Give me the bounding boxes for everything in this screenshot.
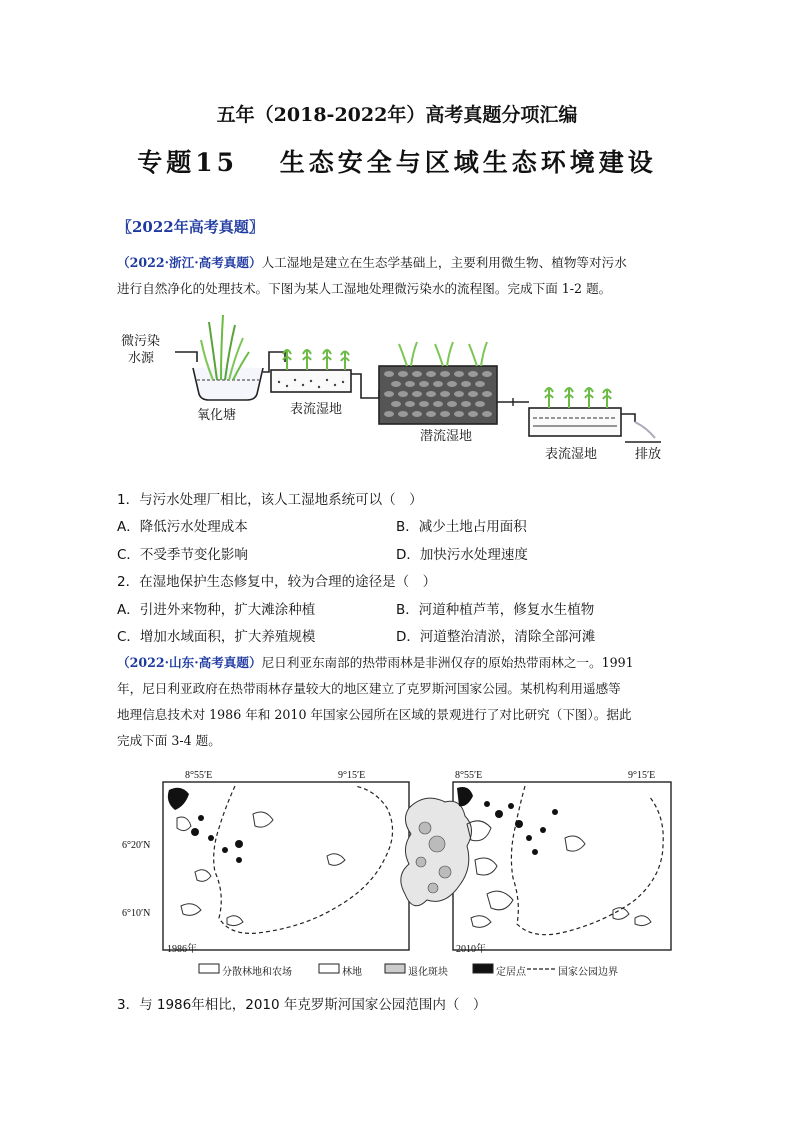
question-1-option-b: B．减少土地占用面积: [396, 519, 527, 535]
water-source-label: 水源: [128, 351, 155, 366]
legend-farmland-label: 分散林地和农场: [222, 967, 292, 978]
map-1986-lon-1: 8°55′E: [185, 770, 213, 781]
question-2-option-c: C．增加水域面积，扩大养殖规模: [117, 629, 316, 645]
surface-wetland-2: [529, 408, 621, 436]
national-park-maps: [115, 768, 680, 978]
passage-1-line: 人工湿地是建立在生态学基础上，主要利用微生物、植物等对污水: [261, 255, 627, 270]
question-3-stem: 3．与 1986年相比，2010 年克罗斯河国家公园范围内（ ）: [117, 997, 487, 1013]
subsurface-wetland-label: 潜流湿地: [420, 429, 473, 444]
map-2010-lon-2: 9°15′E: [628, 770, 656, 781]
oxidation-pond-label: 氧化塘: [197, 408, 237, 423]
map-1986: [163, 782, 409, 950]
map-1986-year: 1986年: [167, 944, 197, 955]
legend-farmland-swatch: [199, 964, 219, 973]
legend-settlement-label: 定居点: [496, 967, 526, 978]
legend-degraded-label: 退化斑块: [408, 967, 448, 978]
subsurface-wetland-plants: [399, 342, 487, 366]
passage-2-source: （2022·山东·高考真题）: [117, 655, 262, 670]
map-2010-year: 2010年: [456, 944, 486, 955]
passage-1: [117, 250, 682, 302]
passage-2-line: 尼日利亚东南部的热带雨林是非洲仅存的原始热带雨林之一。1991: [261, 655, 634, 670]
surface-wetland-1-plants: [283, 350, 349, 370]
legend-settlement-swatch: [473, 964, 493, 973]
question-2-stem: 2．在湿地保护生态修复中，较为合理的途径是（ ）: [117, 574, 437, 590]
legend-degraded-swatch: [385, 964, 405, 973]
question-1-option-c: C．不受季节变化影响: [117, 547, 248, 563]
passage-2: [117, 650, 682, 754]
inlet-pipe: [175, 352, 197, 362]
map-lat-1: 6°20′N: [122, 840, 151, 851]
passage-1-source: （2022·浙江·高考真题）: [117, 255, 262, 270]
legend-boundary-label: 国家公园边界: [558, 967, 618, 978]
surface-wetland-1-label: 表流湿地: [290, 402, 343, 417]
legend-forest-swatch: [319, 964, 339, 973]
passage-2-line: 地理信息技术对 1986 年和 2010 年国家公园所在区域的景观进行了对比研究（下图）。据此: [117, 707, 632, 722]
map-1986-lon-2: 9°15′E: [338, 770, 366, 781]
passage-2-line: 完成下面 3-4 题。: [117, 733, 221, 748]
passage-2-line: 年，尼日利亚政府在热带雨林存量较大的地区建立了克罗斯河国家公园。某机构利用遥感等: [117, 681, 621, 696]
legend-forest-label: 林地: [342, 967, 362, 978]
passage-1-line: 进行自然净化的处理技术。下图为某人工湿地处理微污染水的流程图。完成下面 1-2 题。: [117, 281, 612, 296]
surface-wetland-2-plants: [545, 388, 611, 408]
question-2-option-b: B．河道种植芦苇，修复水生植物: [396, 602, 595, 618]
oxidation-pond: [193, 368, 263, 400]
map-lat-2: 6°10′N: [122, 908, 151, 919]
question-1-option-a: A．降低污水处理成本: [117, 519, 248, 535]
outlet-label: 排放: [635, 447, 662, 462]
question-1-stem: 1．与污水处理厂相比，该人工湿地系统可以（ ）: [117, 492, 423, 508]
question-2-option-a: A．引进外来物种，扩大滩涂种植: [117, 602, 316, 618]
topic-title: 专题15 生态安全与区域生态环境建设: [137, 148, 657, 177]
document-title: 五年（2018-2022年）高考真题分项汇编: [216, 104, 578, 126]
question-1-option-d: D．加快污水处理速度: [396, 547, 528, 563]
surface-wetland-2-label: 表流湿地: [545, 447, 598, 462]
subsurface-wetland: [379, 366, 497, 424]
question-2-option-d: D．河道整治清淤，清除全部河滩: [396, 629, 596, 645]
water-source-label: 微污染: [121, 334, 161, 349]
section-heading: 〖2022年高考真题〗: [117, 218, 264, 236]
map-2010-lon-1: 8°55′E: [455, 770, 483, 781]
